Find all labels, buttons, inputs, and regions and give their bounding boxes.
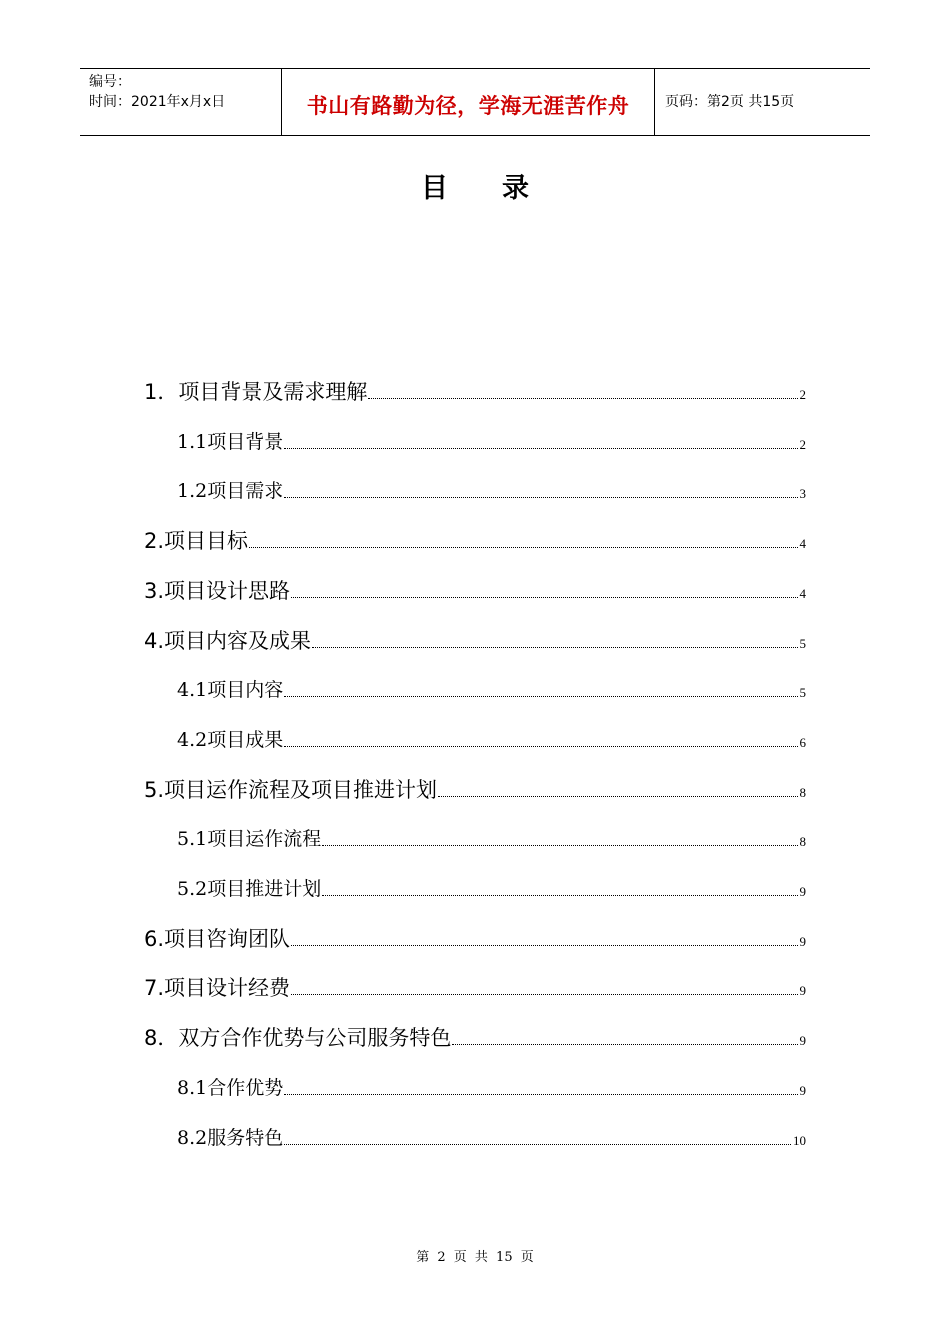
toc-leader-dots: [438, 795, 797, 797]
toc-leader-dots: [368, 397, 797, 399]
toc-entry-title: 1.2项目需求: [177, 480, 284, 502]
toc-leader-dots: [291, 993, 797, 995]
page-title: 目录: [421, 173, 583, 204]
toc-entry-title: 8．双方合作优势与公司服务特色: [144, 1026, 452, 1050]
toc-entry-page: 5: [799, 636, 806, 651]
page-footer: 第 2 页 共 15 页: [416, 1250, 534, 1265]
toc-entry-title: 5.1项目运作流程: [177, 828, 322, 850]
toc-entry-title: 5.2项目推进计划: [177, 878, 322, 900]
toc-leader-dots: [284, 1093, 797, 1095]
toc-entry-title: 4.2项目成果: [177, 729, 284, 751]
toc-leader-dots: [284, 447, 797, 449]
toc-leader-dots: [312, 646, 797, 648]
toc-entry-page: 9: [799, 1033, 806, 1048]
toc-entry-title: 2.项目目标: [144, 529, 249, 553]
toc-leader-dots: [291, 596, 797, 598]
toc-entry[interactable]: [177, 673, 806, 703]
toc-entry-title: 8.1合作优势: [177, 1077, 284, 1099]
toc-entry[interactable]: [144, 574, 806, 604]
toc-entry-title: 3.项目设计思路: [144, 579, 291, 603]
header-meta: [80, 69, 282, 135]
toc-entry-page: 2: [799, 437, 806, 452]
header-page-info: 页码：第2页 共15页: [665, 94, 795, 110]
toc-entry-page: 3: [799, 486, 806, 501]
toc-entry-title: 6.项目咨询团队: [144, 927, 291, 951]
toc-entry[interactable]: [177, 723, 806, 753]
toc-entry[interactable]: [144, 971, 806, 1001]
toc-entry-page: 2: [799, 387, 806, 402]
toc-entry[interactable]: [144, 773, 806, 803]
toc-entry[interactable]: [144, 624, 806, 654]
toc-entry-title: 1．项目背景及需求理解: [144, 380, 368, 404]
toc-entry[interactable]: [177, 1121, 806, 1151]
toc-entry-page: 9: [799, 884, 806, 899]
toc-entry[interactable]: [177, 1071, 806, 1101]
toc-entry[interactable]: [177, 872, 806, 902]
toc-entry-title: 8.2服务特色: [177, 1127, 284, 1149]
toc-entry-page: 4: [799, 586, 806, 601]
motto: 书山有路勤为径，学海无涯苦作舟: [306, 93, 630, 118]
toc-entry-title: 1.1项目背景: [177, 431, 284, 453]
toc-entry[interactable]: [144, 524, 806, 554]
toc-entry-title: 4.项目内容及成果: [144, 629, 312, 653]
toc-entry-page: 6: [799, 735, 806, 750]
toc-leader-dots: [322, 844, 797, 846]
toc-entry[interactable]: [177, 822, 806, 852]
toc-entry-title: 7.项目设计经费: [144, 976, 291, 1000]
toc-leader-dots: [284, 745, 797, 747]
toc-leader-dots: [249, 546, 797, 548]
toc-leader-dots: [284, 695, 797, 697]
time-label: 时间：2021年x月x日: [89, 94, 226, 110]
number-label: 编号：: [89, 74, 131, 90]
toc-entry-page: 4: [799, 536, 806, 551]
header-motto-cell: [282, 69, 655, 135]
toc-entry[interactable]: [177, 474, 806, 504]
toc-entry[interactable]: [144, 375, 806, 405]
toc-leader-dots: [284, 1143, 791, 1145]
toc-leader-dots: [322, 894, 797, 896]
toc-entry[interactable]: [177, 425, 806, 455]
toc-leader-dots: [284, 496, 797, 498]
toc-entry-page: 5: [799, 685, 806, 700]
toc-entry-title: 5.项目运作流程及项目推进计划: [144, 778, 438, 802]
toc-entry-page: 9: [799, 934, 806, 949]
toc-entry[interactable]: [144, 922, 806, 952]
toc-entry-page: 8: [799, 785, 806, 800]
toc-leader-dots: [291, 944, 797, 946]
toc-entry[interactable]: [144, 1021, 806, 1051]
toc-entry-page: 9: [799, 1083, 806, 1098]
toc-leader-dots: [452, 1043, 797, 1045]
toc-entry-page: 8: [799, 834, 806, 849]
toc-entry-page: 10: [793, 1133, 806, 1148]
toc-entry-page: 9: [799, 983, 806, 998]
page-header: [80, 68, 870, 136]
toc-entry-title: 4.1项目内容: [177, 679, 284, 701]
